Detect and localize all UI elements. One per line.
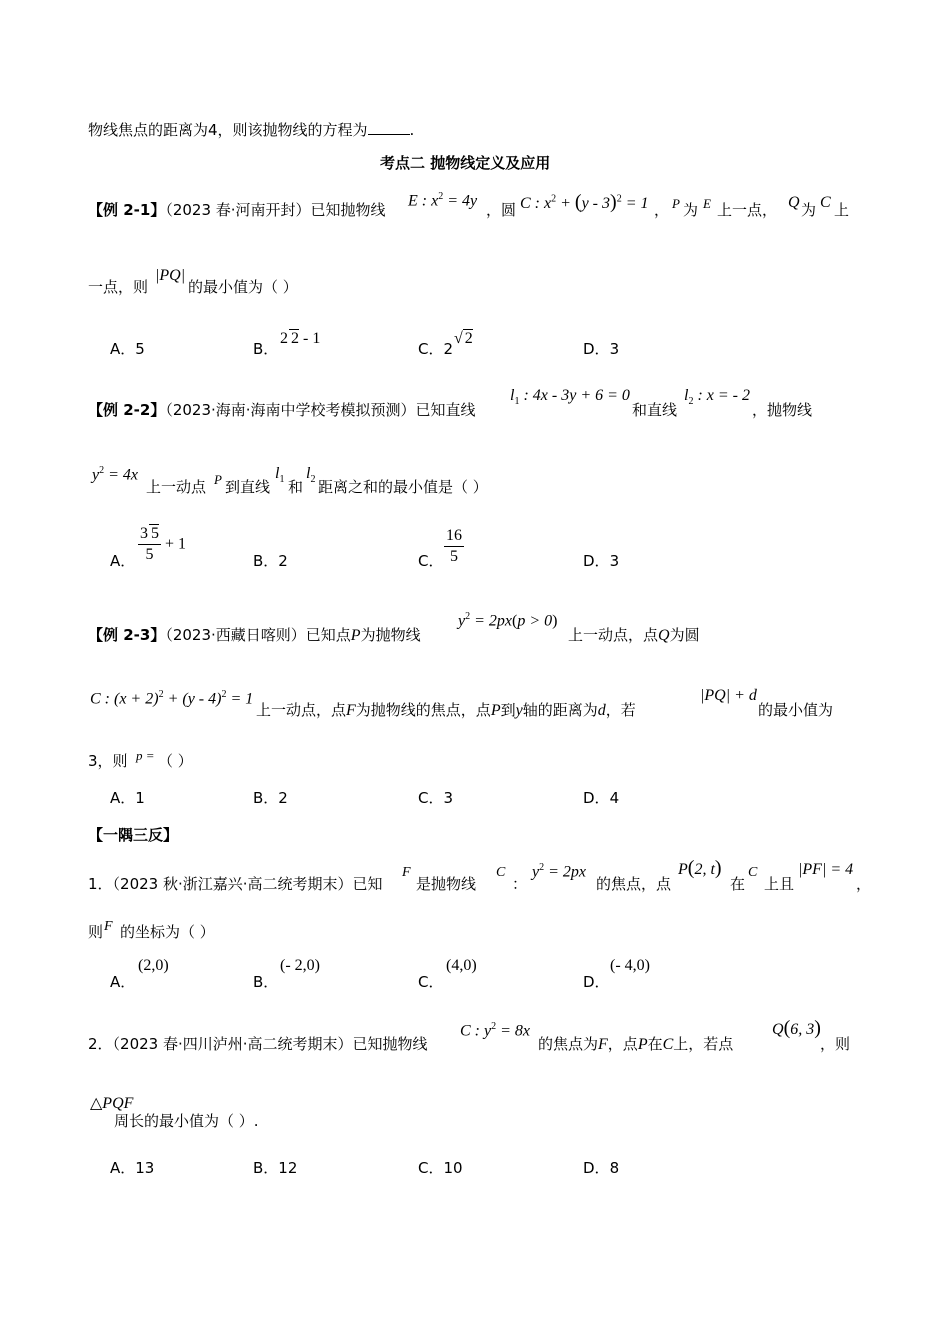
ex1-option-b-value: 2 2 - 1 xyxy=(280,330,321,347)
q1-point-p: P(2, t) xyxy=(678,857,722,879)
ex1-text-wei2: 为 xyxy=(801,201,817,219)
ex3-p: P xyxy=(350,627,361,644)
q2-p: P xyxy=(637,1036,648,1053)
ex1-circle-eq: C : $x^2 + (y - 3)^2 = 1$ xyxy=(520,191,649,213)
ex2-l2-ref: $l_2$ xyxy=(306,465,316,486)
ex2-option-a[interactable]: A． xyxy=(110,552,136,570)
q1-number: 1． xyxy=(88,875,113,893)
ex1-tag: 【例 2-1】 xyxy=(88,201,166,219)
q1-option-d-value: (- 4,0) xyxy=(610,957,650,974)
ex3-text-min: 的最小值为 xyxy=(758,701,834,719)
q1-option-a-value: (2,0) xyxy=(138,957,169,974)
ex3-f: F xyxy=(346,702,356,719)
intro-text: 物线焦点的距离为4，则该抛物线的方程为 xyxy=(88,121,368,139)
ex1-p: P xyxy=(672,196,680,211)
q1-option-c-value: (4,0) xyxy=(446,957,477,974)
q1-option-a[interactable]: A． xyxy=(110,973,136,991)
ex3-pq-plus-d: |PQ| + d xyxy=(700,687,757,704)
section-title: 考点二 抛物线定义及应用 xyxy=(380,154,551,172)
ex3-y: y xyxy=(515,702,523,719)
q1-source: （2023 秋·浙江嘉兴·高二统考期末）已知 xyxy=(112,875,383,893)
q1-text-focus: 的焦点，点 xyxy=(596,875,672,893)
ex2-l1-ref: $l_1$ xyxy=(275,465,285,486)
ex1-source: （2023 春·河南开封）已知抛物线 xyxy=(165,201,386,219)
ex1-line1 xyxy=(88,203,386,218)
q1-option-b[interactable]: B． xyxy=(253,973,279,991)
q1-text-and: 上且 xyxy=(764,875,795,893)
ex3-line1b: 上一动点，点Q为圆 xyxy=(568,626,700,644)
ex3-p2: P xyxy=(490,702,501,719)
ex3-text-parabola: 为抛物线 xyxy=(360,626,421,644)
q1-comma: ， xyxy=(856,875,872,893)
ex2-option-d[interactable]: D．3 xyxy=(583,552,620,570)
ex1-text-point: 上一点， xyxy=(717,201,778,219)
q2-text-then: ，则 xyxy=(820,1035,851,1053)
ex2-text-parabola: ，抛物线 xyxy=(752,401,813,419)
practice-header: 【一隅三反】 xyxy=(88,826,179,844)
q1-colon: ： xyxy=(512,875,528,893)
q1-f: F xyxy=(402,865,411,880)
ex1-c: C xyxy=(820,194,831,211)
ex3-q: Q xyxy=(658,627,670,644)
ex1-text-shang: 上 xyxy=(834,201,850,219)
ex3-paren: （ ） xyxy=(158,752,193,770)
q2-parabola-eq: C : $y^2 = 8x$ xyxy=(460,1021,531,1040)
ex1-e2: E xyxy=(703,196,711,211)
ex2-source: （2023·海南·海南中学校考模拟预测）已知直线 xyxy=(165,401,476,419)
q2-c: C xyxy=(662,1036,674,1053)
q1-line1 xyxy=(88,877,383,892)
ex2-tag: 【例 2-2】 xyxy=(88,401,166,419)
ex1-text-circle: ，圆 xyxy=(486,201,517,219)
ex1-option-c-value: √ 2 xyxy=(454,330,473,347)
ex2-line-l2: $l_2$ : x = - 2 xyxy=(684,387,751,408)
q1-option-d[interactable]: D． xyxy=(583,973,610,991)
q1-f2: F xyxy=(104,919,113,934)
q1-text-on: 在 xyxy=(730,875,746,893)
q2-option-d[interactable]: D．8 xyxy=(583,1159,620,1177)
q1-c2: C xyxy=(748,865,758,880)
q2-f: F xyxy=(598,1036,608,1053)
ex3-option-a[interactable]: A．1 xyxy=(110,789,145,807)
ex2-option-c-value: $\frac{16}{5}$ xyxy=(446,527,462,565)
q1-pf-eq: |PF| = 4 xyxy=(798,861,854,878)
q2-line1 xyxy=(88,1037,428,1052)
ex2-option-c[interactable]: C． xyxy=(418,552,444,570)
ex3-line1 xyxy=(88,628,421,644)
ex2-text-he: 和 xyxy=(288,478,304,496)
ex2-p: P xyxy=(214,472,222,487)
ex3-line2: 上一动点，点F为抛物线的焦点，点P到y轴的距离为d，若 xyxy=(256,701,636,719)
ex2-option-a-value: $\frac{3 5}{5}$ + 1 xyxy=(140,525,187,563)
q1-line2a: 则 xyxy=(88,923,104,941)
ex3-option-b[interactable]: B．2 xyxy=(253,789,288,807)
q2-line1b: 的焦点为F，点P在C上，若点 xyxy=(538,1035,734,1053)
q1-text-parabola: 是抛物线 xyxy=(416,875,477,893)
ex1-option-a[interactable]: A．5 xyxy=(110,340,145,358)
ex3-line3: 3，则 xyxy=(88,752,128,770)
ex1-pq: |PQ| xyxy=(155,267,186,284)
ex2-parabola-eq: $y^2 = 4x$ xyxy=(92,465,139,484)
intro-line xyxy=(88,120,414,138)
ex3-option-d[interactable]: D．4 xyxy=(583,789,620,807)
q2-source: （2023 春·四川泸州·高二统考期末）已知抛物线 xyxy=(112,1035,428,1053)
q1-line2b: 的坐标为（ ） xyxy=(120,923,215,941)
ex3-tag: 【例 2-3】 xyxy=(88,626,166,644)
ex1-option-c[interactable]: C．2 xyxy=(418,340,454,358)
ex2-text-min: 距离之和的最小值是（ ） xyxy=(318,478,488,496)
ex3-parabola-eq: $y^2 = 2px(p > 0)$ xyxy=(458,611,558,630)
ex3-d: d xyxy=(597,702,606,719)
ex1-parabola-eq: E : $x^2 = 4y$ xyxy=(408,191,478,210)
ex1-comma: ， xyxy=(654,201,670,219)
ex1-text-wei: 为 xyxy=(683,201,699,219)
answer-blank[interactable] xyxy=(368,120,410,135)
intro-end: . xyxy=(409,121,415,139)
q1-c: C xyxy=(496,865,506,880)
ex1-line2b: 的最小值为（ ） xyxy=(188,278,298,296)
q1-option-b-value: (- 2,0) xyxy=(280,957,320,974)
ex3-source: （2023·西藏日喀则）已知点 xyxy=(165,626,351,644)
q2-option-a[interactable]: A．13 xyxy=(110,1159,155,1177)
ex2-line-l1: $l_1$ : 4x - 3y + 6 = 0 xyxy=(510,387,630,408)
q2-line3: 周长的最小值为（ ）. xyxy=(114,1112,259,1130)
q2-option-b[interactable]: B．12 xyxy=(253,1159,298,1177)
ex2-text-to-line: 到直线 xyxy=(225,478,271,496)
q1-option-c[interactable]: C． xyxy=(418,973,444,991)
q2-number: 2． xyxy=(88,1035,113,1053)
ex1-q: Q xyxy=(788,194,800,211)
ex3-p-equals: p = xyxy=(136,748,155,763)
ex2-text-and: 和直线 xyxy=(632,401,678,419)
ex3-circle-eq: C : $(x + 2)^2 + (y - 4)^2 = 1$ xyxy=(90,689,254,708)
ex2-text-moving: 上一动点 xyxy=(146,478,207,496)
ex3-option-c[interactable]: C．3 xyxy=(418,789,454,807)
q1-parabola-eq: $y^2 = 2px$ xyxy=(532,862,587,881)
q2-option-c[interactable]: C．10 xyxy=(418,1159,463,1177)
ex2-line1 xyxy=(88,403,476,418)
q2-point-q: Q(6, 3) xyxy=(772,1017,821,1039)
ex1-option-d[interactable]: D．3 xyxy=(583,340,620,358)
ex1-line2a: 一点，则 xyxy=(88,278,149,296)
q2-triangle: △PQF xyxy=(90,1095,134,1112)
ex2-option-b[interactable]: B．2 xyxy=(253,552,288,570)
ex1-option-b[interactable]: B． xyxy=(253,340,279,358)
